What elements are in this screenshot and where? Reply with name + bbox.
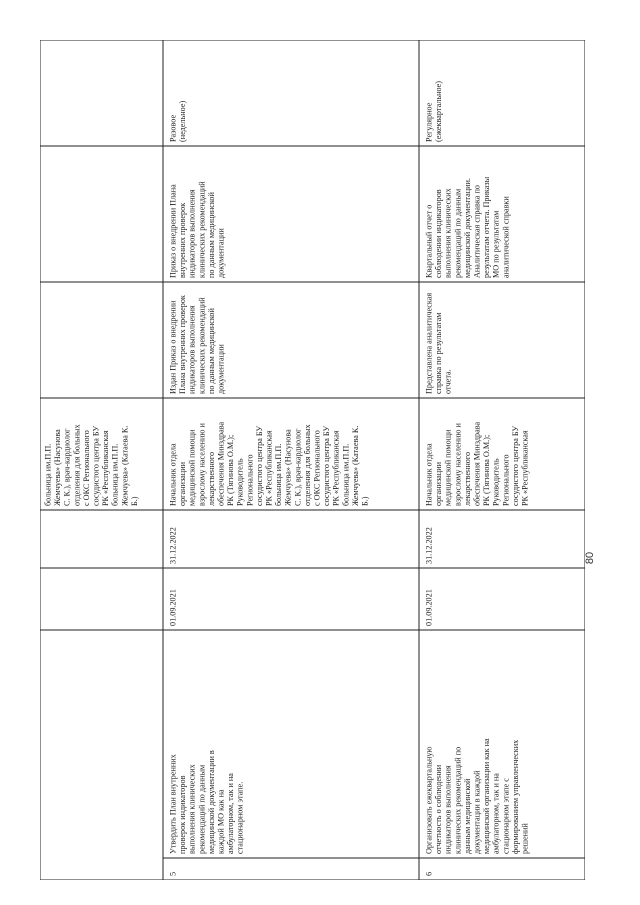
text-line: медицинской помощи (187, 429, 197, 506)
text-line: медицинской помощи (443, 429, 453, 506)
text-line: больница им.П.П. (341, 443, 351, 506)
text-line: выполнения клинических (443, 188, 453, 278)
text-line: с ОКС Регионального (312, 430, 322, 506)
text-line: Начальник отдела (424, 443, 434, 506)
text-line: Б.) (129, 496, 139, 506)
row-6-frequency (425, 81, 444, 142)
text-line: отделения для больных (302, 424, 312, 506)
plan-table (40, 40, 585, 880)
text-line: лекарственного (206, 451, 216, 506)
text-line: организации (178, 462, 188, 506)
text-line: Издан Приказ о внедрении (168, 300, 178, 394)
row-5-end-date (169, 527, 178, 564)
text-line: Руководитель (235, 458, 245, 506)
text-line: по данным медицинской (206, 192, 216, 278)
row-5-document (169, 181, 226, 278)
text-line: РК «Республиканская (331, 430, 341, 506)
text-line: проверок индикаторов (178, 775, 188, 854)
text-line: РК (Тягинова О.М.); (482, 434, 492, 506)
text-line: Приказ о внедрении Плана (168, 184, 178, 278)
text-line: клинических рекомендаций (197, 181, 207, 278)
text-line: клинических рекомендаций (197, 297, 207, 394)
text-line: каждой МО как на (216, 789, 226, 854)
text-line: организации (434, 462, 444, 506)
row-5-number (169, 872, 178, 876)
text-line: данным медицинской (462, 778, 472, 854)
text-line: РК «Республиканская (101, 430, 111, 506)
text-line: больница им.П.П. (43, 443, 53, 506)
text-line: взрослому населению и (197, 423, 207, 506)
text-line: решений (520, 823, 530, 854)
text-line: 31.12.2022 (168, 527, 178, 564)
text-line: документации (216, 228, 226, 278)
text-line: РК «Республиканская (520, 430, 530, 506)
text-line: Плана внутренних проверок (178, 295, 188, 394)
text-line: документации в каждой (472, 770, 482, 854)
text-line: Жемчуева» (Катаева К. (350, 425, 360, 506)
text-line: медицинской документации. (462, 178, 472, 278)
text-line: рекомендаций по данным (197, 764, 207, 854)
text-line: РК (Тягинова О.М.); (226, 434, 236, 506)
text-line: стационарном этапе с (501, 778, 511, 854)
row-6-number (425, 872, 434, 876)
text-line: С. К.), врач-кардиолог (62, 428, 72, 506)
row-6-end-date (425, 527, 434, 564)
row-5-frequency (169, 101, 188, 142)
row-6-action (425, 738, 530, 854)
text-line: выполнения клинических (187, 764, 197, 854)
text-line: обеспечения Минздрава (216, 421, 226, 506)
text-line: сосудистого центра БУ (91, 425, 101, 506)
text-line: Регионального (245, 454, 255, 506)
row-5-start-date (169, 589, 178, 626)
text-line: отделения для больных (72, 424, 82, 506)
page-number: 80 (584, 551, 596, 565)
text-line: индикаторов выполнения (443, 765, 453, 854)
row-6-document (425, 176, 511, 278)
text-line: РК «Республиканская (264, 430, 274, 506)
text-line: стационарном этапе. (235, 781, 245, 854)
text-line: Квартальный отчет о (424, 204, 434, 278)
text-line: Организовать ежеквартальную (424, 746, 434, 854)
text-line: Представлена аналитическая (424, 292, 434, 394)
text-line: Регионального (501, 454, 511, 506)
text-line: (недельное) (178, 100, 188, 142)
text-line: с ОКС Регионального (81, 430, 91, 506)
row-6-result (425, 293, 453, 394)
row-continuation (44, 424, 139, 506)
table-row (169, 101, 370, 876)
row-5-executors (169, 421, 370, 506)
text-line: медицинской документации в (206, 750, 216, 854)
text-line: сосудистого центра БУ (510, 425, 520, 506)
text-line: Утвердить План внутренних (168, 754, 178, 854)
text-line: рекомендаций по данным (453, 188, 463, 278)
row-5-result (169, 295, 226, 394)
text-line: обеспечения Минздрава (472, 421, 482, 506)
text-line: больница им.П.П. (110, 443, 120, 506)
text-line: по данным медицинской (206, 308, 216, 394)
text-line: С. К.), врач-кардиолог (293, 428, 303, 506)
text-line: 31.12.2022 (424, 527, 434, 564)
text-line: Жемчуева» (Насунова (283, 429, 293, 506)
text-line: Аналитическая справка по (472, 185, 482, 278)
text-line: больница им.П.П. (274, 443, 284, 506)
text-line: Жемчуева» (Насунова (53, 429, 63, 506)
continuation-executors (44, 424, 139, 506)
text-line: амбулаторном, так и на (226, 773, 236, 854)
text-line: Б.) (360, 496, 370, 506)
text-line: взрослому населению и (453, 423, 463, 506)
text-line: индикаторов выполнения (187, 189, 197, 278)
text-line: сосудистого центра БУ (254, 425, 264, 506)
text-line: 5 (168, 871, 178, 876)
text-line: аналитической справки (501, 196, 511, 278)
text-line: лекарственного (462, 451, 472, 506)
table-row (425, 81, 530, 876)
text-line: амбулаторном, так и на (491, 773, 501, 854)
text-line: отчетность о соблюдении (434, 764, 444, 854)
text-line: отчета. (443, 369, 453, 394)
text-line: формированием управленческих (510, 739, 520, 854)
text-line: медицинской организации как на (482, 738, 492, 854)
text-line: 6 (424, 871, 434, 876)
text-line: Разовое (168, 114, 178, 142)
text-line: Руководитель (491, 458, 501, 506)
text-line: Начальник отдела (168, 443, 178, 506)
text-line: справка по результатам (434, 312, 444, 394)
text-line: клинических рекомендаций по (453, 746, 463, 854)
row-6-start-date (425, 589, 434, 626)
text-line: МО по результатам (491, 210, 501, 278)
text-line: 01.09.2021 (424, 589, 434, 626)
text-line: документации (216, 344, 226, 394)
row-6-executors (425, 421, 530, 506)
text-line: Регулярное (424, 102, 434, 142)
text-line: Жемчуева» (Катаева К. (120, 425, 130, 506)
text-line: сосудистого центра БУ (322, 425, 332, 506)
text-line: (ежеквартальное) (434, 80, 444, 142)
text-line: 01.09.2021 (168, 589, 178, 626)
text-line: индикаторов выполнения (187, 305, 197, 394)
text-line: соблюдении индикаторов (434, 189, 444, 278)
text-line: результатам отчета. Приказы (482, 176, 492, 278)
row-5-action (169, 750, 245, 854)
text-line: внутренних проверок (178, 202, 188, 278)
